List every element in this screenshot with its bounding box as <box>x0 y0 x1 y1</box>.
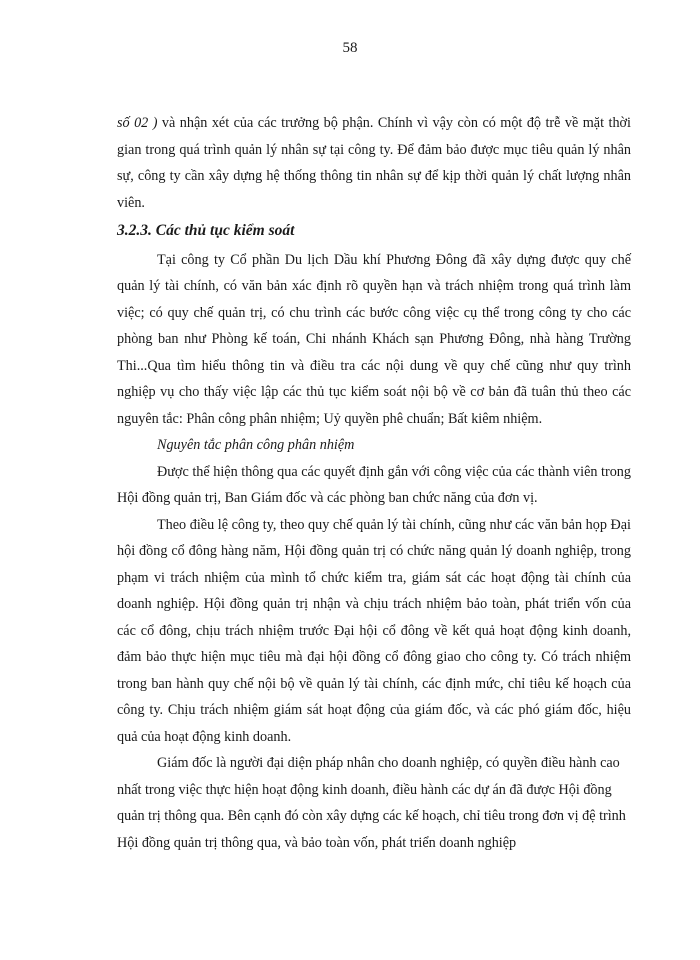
paragraph-4: Giám đốc là người đại diện pháp nhân cho doanh nghiệp, có quyền điều hành cao nhất trong việc thực hiện hoạt động kinh doanh, điều hành các dự án đã được Hội đồng quản trị thông qua. Bên cạnh đó còn xây dựng các kế hoạch, chỉ tiêu trong đơn vị đệ trình Hội đồng quản trị thông qua, và bảo toàn vốn, phát triển doanh nghiệp <box>117 755 626 851</box>
paragraph-3: Theo điều lệ công ty, theo quy chế quản lý tài chính, cũng như các văn bản họp Đại hội đồng cổ đông hàng năm, Hội đồng quản trị có chức năng quản lý doanh nghiệp, trong phạm vi trách nhiệm của mình tổ chức kiểm tra, giám sát các hoạt động tài chính của doanh nghiệp. Hội đồng quản trị nhận và chịu trách nhiệm bảo toàn, phát triển vốn của các cổ đông, chịu trách nhiệm trước Đại hội cổ đông về kết quả hoạt động kinh doanh, đảm bảo thực hiện mục tiêu mà đại hội đồng cổ đông giao cho công ty. Có trách nhiệm trong ban hành quy chế nội bộ về quản lý tài chính, các định mức, chỉ tiêu kế hoạch của công ty. Chịu trách nhiệm giám sát hoạt động của giám đốc, và các phó giám đốc, hiệu quả của hoạt động kinh doanh. <box>117 516 631 745</box>
intro-text: và nhận xét của các trưởng bộ phận. Chính vì vậy còn có một độ trễ về mặt thời gian trong quá trình quản lý nhân sự tại công ty. Để đảm bảo được mục tiêu quản lý nhân sự, công ty cần xây dựng hệ thống thông tin nhân sự để kịp thời quản lý chất lượng nhân viên. <box>117 115 631 211</box>
document-body <box>117 110 631 856</box>
page-number: 58 <box>342 40 358 56</box>
paragraph-2: Được thể hiện thông qua các quyết định gắn với công việc của các thành viên trong Hội đồng quản trị, Ban Giám đốc và các phòng ban chức năng của đơn vị. <box>117 463 631 506</box>
paragraph-1: Tại công ty Cổ phần Du lịch Dầu khí Phương Đông đã xây dựng được quy chế quản lý tài chính, có văn bản xác định rõ quyền hạn và trách nhiệm trong quá trình làm việc; có quy chế quản trị, có chu trình các bước công việc cụ thể trong công ty cho các phòng ban như Phòng kế toán, Chi nhánh Khách sạn Phương Đông, nhà hàng Trường Thi...Qua tìm hiểu thông tin và điều tra các nội dung về quy chế cũng như quy trình nghiệp vụ cho thấy việc lập các thủ tục kiểm soát nội bộ về cơ bản đã tuân thủ theo các nguyên tắc: Phân công phân nhiệm; Uỷ quyền phê chuẩn; Bất kiêm nhiệm. <box>117 251 631 427</box>
subheading: Nguyên tắc phân công phân nhiệm <box>157 437 355 453</box>
section-heading: 3.2.3. Các thủ tục kiểm soát <box>117 222 295 239</box>
intro-reference: số 02 ) <box>117 115 158 131</box>
intro-paragraph <box>117 110 631 216</box>
